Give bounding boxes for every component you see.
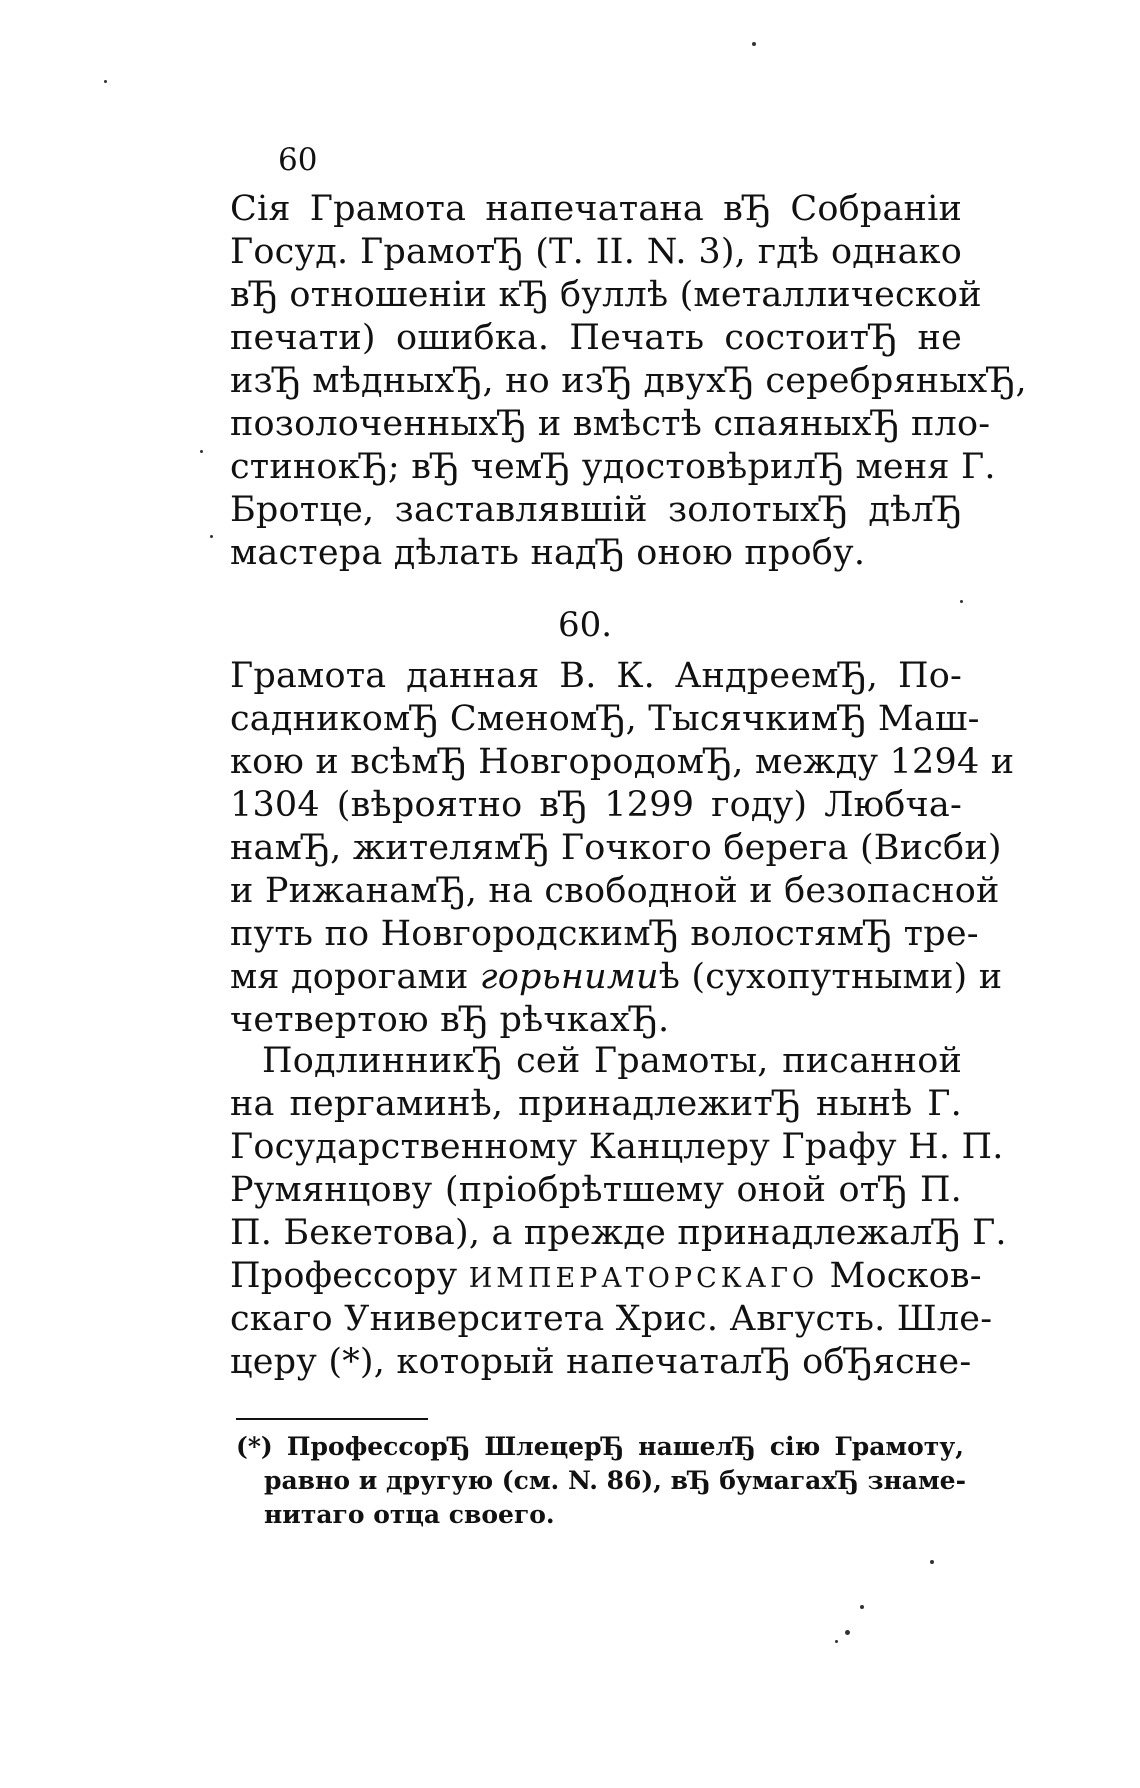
- paragraph-3-line: П. Бекетова), а прежде принадлежалЂ Г.: [230, 1213, 1007, 1253]
- footnote-line: равно и другую (см. N. 86), вЂ бумагахЂ знаме-: [264, 1466, 966, 1495]
- print-speck: [752, 42, 756, 46]
- paragraph-3-word: Москов-: [829, 1256, 982, 1296]
- paragraph-3-spaced-word: ИМПЕРАТОРСКАГО: [468, 1263, 819, 1294]
- paragraph-1-line: Госуд. ГрамотЂ (Т. II. N. 3), гдѣ однако: [230, 232, 962, 272]
- print-speck: [200, 450, 203, 453]
- print-speck: [104, 80, 107, 83]
- paragraph-3-line: Румянцову (пріобрѣтшему оной отЂ П.: [230, 1170, 962, 1210]
- paragraph-3-line: на пергаминѣ, принадлежитЂ нынѣ Г.: [230, 1084, 962, 1124]
- print-speck: [835, 1640, 838, 1643]
- paragraph-1: [230, 188, 1027, 575]
- paragraph-3: [230, 1040, 1007, 1384]
- footnote: [236, 1430, 964, 1532]
- paragraph-1-line: Сія Грамота напечатана вЂ Собраніи: [230, 189, 962, 229]
- footnote-line: нитаго отца своего.: [264, 1500, 555, 1529]
- footnote-rule: [236, 1418, 428, 1420]
- paragraph-1-line: позолоченныхЂ и вмѣстѣ спаяныхЂ пло-: [230, 404, 991, 444]
- footnote-line: (*) ПрофессорЂ ШлецерЂ нашелЂ сію Грамоту,: [236, 1432, 964, 1461]
- paragraph-3-line: церу (*), который напечаталЂ обЂясне-: [230, 1342, 972, 1382]
- print-speck: [845, 1630, 850, 1635]
- paragraph-3-line: Государственному Канцлеру Графу Н. П.: [230, 1127, 1004, 1167]
- paragraph-2-line: путь по НовгородскимЂ волостямЂ тре-: [230, 914, 979, 954]
- paragraph-3-line: [230, 1255, 982, 1298]
- italic-word: горьними: [479, 957, 659, 997]
- print-speck: [860, 1605, 864, 1609]
- section-number: 60.: [557, 605, 613, 645]
- paragraph-1-line: стинокЂ; вЂ чемЂ удостовѣрилЂ меня Г.: [230, 447, 996, 487]
- paragraph-2-line-with-italic: мя дорогами горьнимиѣ (сухопутными) и: [230, 957, 1003, 997]
- paragraph-3-line: ПодлинникЂ сей Грамоты, писанной: [262, 1041, 962, 1081]
- paragraph-1-line: мастера дѣлать надЂ оною пробу.: [230, 533, 866, 573]
- paragraph-2-line: садникомЂ СменомЂ, ТысячкимЂ Маш-: [230, 699, 980, 739]
- paragraph-1-line: Бротце, заставлявшій золотыхЂ дѣлЂ: [230, 490, 962, 530]
- print-speck: [210, 535, 213, 538]
- paragraph-1-line: вЂ отношеніи кЂ буллѣ (металлической: [230, 275, 982, 315]
- paragraph-2: [230, 655, 1015, 1042]
- paragraph-2-line: Грамота данная В. К. АндреемЂ, По-: [230, 656, 962, 696]
- paragraph-2-line: кою и всѣмЂ НовгородомЂ, между 1294 и: [230, 742, 1015, 782]
- paragraph-1-line: печати) ошибка. Печать состоитЂ не: [230, 318, 962, 358]
- paragraph-2-line: 1304 (вѣроятно вЂ 1299 году) Любча-: [230, 785, 962, 825]
- paragraph-2-line: намЂ, жителямЂ Гочкого берега (Висби): [230, 828, 1002, 868]
- paragraph-3-line: скаго Университета Хрис. Августь. Шле-: [230, 1299, 993, 1339]
- print-speck: [960, 600, 963, 603]
- paragraph-2-line: четвертою вЂ рѣчкахЂ.: [230, 1000, 670, 1040]
- paragraph-2-line: и РижанамЂ, на свободной и безопасной: [230, 871, 1000, 911]
- paragraph-3-word: Профессору: [230, 1256, 458, 1296]
- paragraph-1-line: изЂ мѣдныхЂ, но изЂ двухЂ серебряныхЂ,: [230, 361, 1027, 401]
- print-speck: [930, 1560, 934, 1564]
- page-number: 60: [278, 142, 318, 178]
